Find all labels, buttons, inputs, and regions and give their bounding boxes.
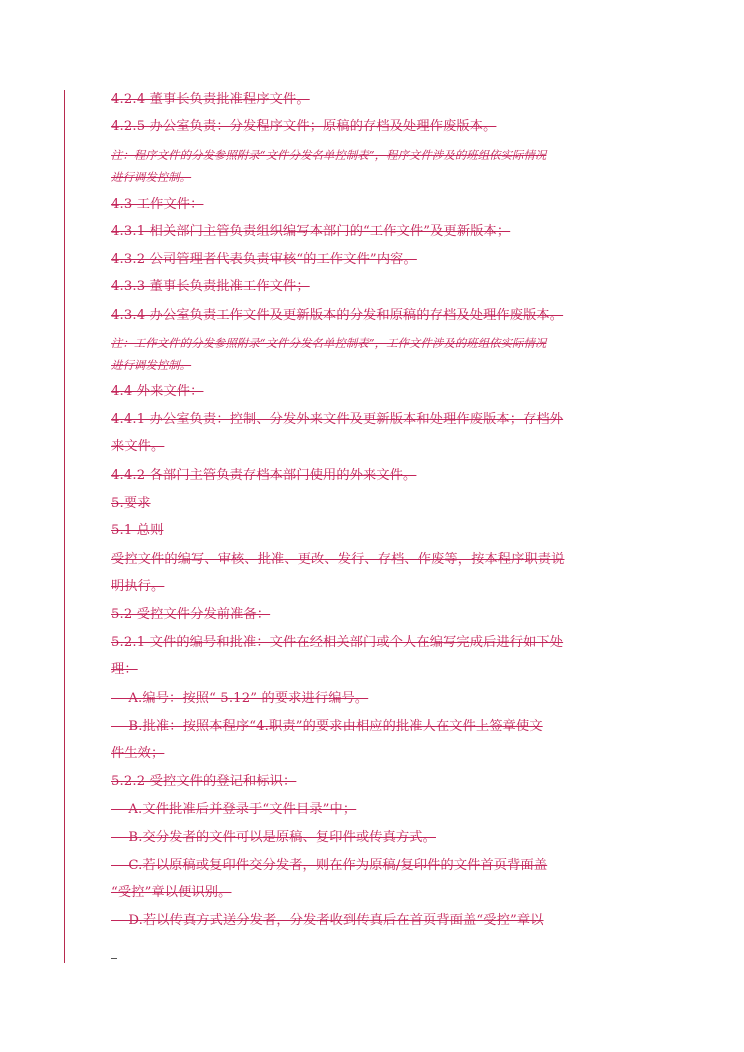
general-para-line2: 明执行。 xyxy=(111,579,165,594)
clause-4-4-1-line2: 来文件。 xyxy=(111,439,165,454)
heading-5-1: 5.1 总则 xyxy=(111,523,164,538)
clause-4-3-1: 4.3.1 相关部门主管负责组织编写本部门的“工作文件”及更新版本； xyxy=(111,224,511,239)
clause-4-4-1-line1: 4.4.1 办公室负责：控制、分发外来文件及更新版本和处理作废版本；存档外 xyxy=(111,412,564,427)
heading-4-3: 4.3 工作文件： xyxy=(111,197,204,212)
item-5-2-1-a: A.编号：按照“ 5.12” 的要求进行编号。 xyxy=(111,691,369,706)
item-5-2-2-d-line1: D.若以传真方式送分发者，分发者收到传真后在首页背面盖“受控”章以 xyxy=(111,913,544,928)
note-program-docs-line2: 进行调发控制。 xyxy=(111,171,192,184)
general-para-line1: 受控文件的编写、审核、批准、更改、发行、存档、作废等，按本程序职责说 xyxy=(111,552,565,567)
note-work-docs-line2: 进行调发控制。 xyxy=(111,359,192,372)
note-program-docs-line1: 注：程序文件的分发参照附录“文件分发名单控制表”，程序文件涉及的班组依实际情况 xyxy=(111,149,547,162)
change-bar xyxy=(64,90,65,963)
clause-5-2-2: 5.2.2 受控文件的登记和标识： xyxy=(111,774,297,789)
clause-4-4-2: 4.4.2 各部门主管负责存档本部门使用的外来文件。 xyxy=(111,468,417,483)
clause-4-3-3: 4.3.3 董事长负责批准工作文件； xyxy=(111,279,310,294)
heading-4-4: 4.4 外来文件： xyxy=(111,384,204,399)
clause-4-3-4: 4.3.4 办公室负责工作文件及更新版本的分发和原稿的存档及处理作废版本。 xyxy=(111,308,564,323)
item-5-2-2-a: A.文件批准后并登录于“文件目录”中； xyxy=(111,802,357,817)
clause-5-2-1-line1: 5.2.1 文件的编号和批准：文件在经相关部门或个人在编写完成后进行如下处 xyxy=(111,635,564,650)
note-work-docs-line1: 注：工作文件的分发参照附录“文件分发名单控制表”，工作文件涉及的班组依实际情况 xyxy=(111,337,547,350)
item-5-2-2-b: B.交分发者的文件可以是原稿、复印件或传真方式。 xyxy=(111,830,436,845)
heading-5: 5.要求 xyxy=(111,496,151,511)
clause-4-2-4: 4.2.4 董事长负责批准程序文件。 xyxy=(111,92,310,107)
item-5-2-1-b-line1: B.批准：按照本程序“4.职责”的要求由相应的批准人在文件上签章使文 xyxy=(111,719,543,734)
clause-5-2-1-line2: 理： xyxy=(111,662,138,677)
text-cursor-mark xyxy=(111,958,117,959)
item-5-2-1-b-line2: 件生效； xyxy=(111,746,165,761)
clause-4-2-5: 4.2.5 办公室负责：分发程序文件；原稿的存档及处理作废版本。 xyxy=(111,119,497,134)
item-5-2-2-c-line1: C.若以原稿或复印件交分发者，则在作为原稿/复印件的文件首页背面盖 xyxy=(111,858,548,873)
clause-4-3-2: 4.3.2 公司管理者代表负责审核“的工作文件”内容。 xyxy=(111,252,417,267)
item-5-2-2-c-line2: “受控”章以便识别。 xyxy=(111,885,232,900)
heading-5-2: 5.2 受控文件分发前准备： xyxy=(111,607,271,622)
